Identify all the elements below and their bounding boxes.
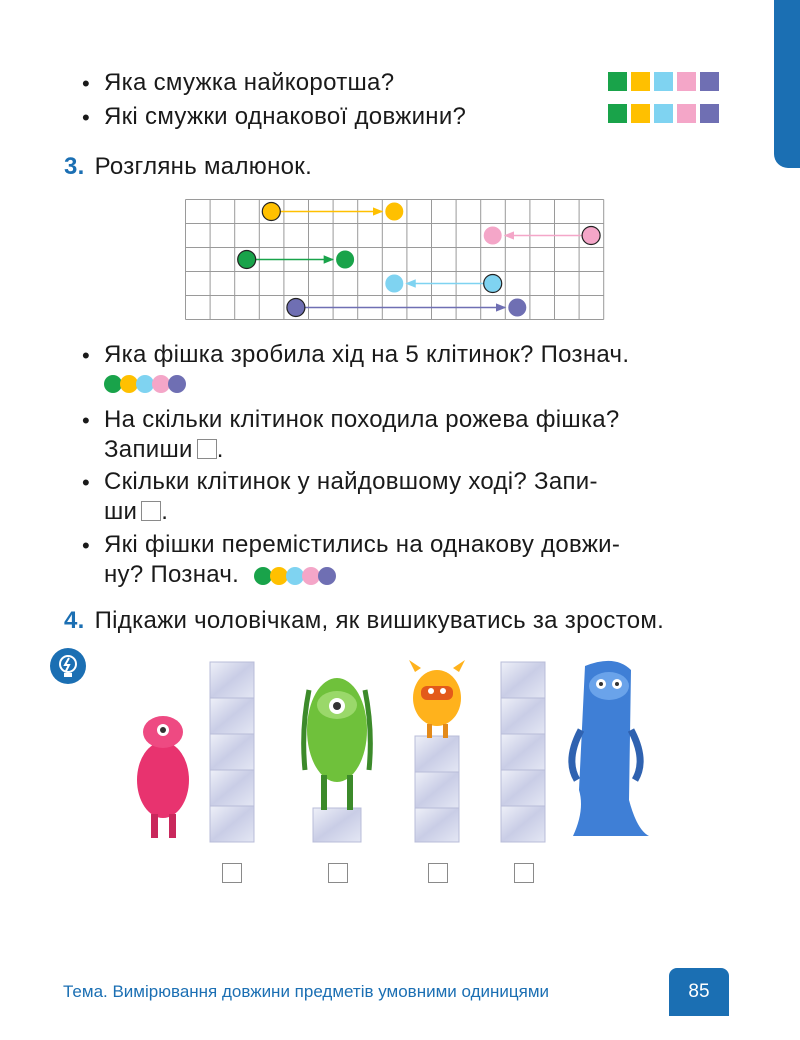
- blue-monster: [572, 661, 649, 836]
- chip-end: [508, 299, 526, 317]
- order-answer-box-3[interactable]: [428, 863, 448, 883]
- strip-square-violet: [700, 104, 719, 123]
- question-longest-move: Скільки клітинок у найдовшому ході? Запи-: [104, 468, 598, 495]
- question-five-cells: Яка фішка зробила хід на 5 клітинок? Познач.: [104, 341, 630, 368]
- question-equal-mark: [104, 560, 336, 590]
- task-number: 4.: [64, 607, 85, 634]
- bullet: •: [82, 105, 90, 130]
- bullet: •: [82, 71, 90, 96]
- strip-square-green: [608, 72, 627, 91]
- chip-end: [385, 275, 403, 293]
- bullet: •: [82, 533, 90, 558]
- color-strip-1[interactable]: [608, 72, 719, 91]
- strip-square-green: [608, 104, 627, 123]
- write-label: Запиши: [104, 436, 193, 463]
- strip-square-pink: [677, 72, 696, 91]
- task-title: Розглянь малюнок.: [94, 153, 313, 180]
- pink-monster: [137, 716, 189, 838]
- block-stack-1: [313, 808, 361, 842]
- chip-end: [336, 251, 354, 269]
- side-tab: [774, 0, 800, 168]
- question-shortest-strip: Яка смужка найкоротша?: [104, 69, 395, 96]
- answer-box[interactable]: [197, 439, 217, 459]
- chip-start: [262, 203, 280, 221]
- bullet: •: [82, 470, 90, 495]
- task-number: 3.: [64, 153, 85, 180]
- bullet: •: [82, 343, 90, 368]
- task-title: Підкажи чоловічкам, як вишикуватись за зростом.: [94, 607, 665, 634]
- chip-start: [484, 275, 502, 293]
- chip-choice-1[interactable]: [104, 375, 186, 393]
- question-longest-write: ши .: [104, 498, 169, 525]
- strip-square-pink: [677, 104, 696, 123]
- move-grid: [185, 199, 611, 323]
- task3-heading: [64, 152, 312, 182]
- strip-square-yellow: [631, 104, 650, 123]
- chip-start: [287, 299, 305, 317]
- order-answer-box-4[interactable]: [514, 863, 534, 883]
- write-label: ши: [104, 498, 138, 525]
- chip-start: [582, 227, 600, 245]
- strip-square-blue: [654, 72, 673, 91]
- chip-choice-2[interactable]: [254, 567, 336, 585]
- lightbulb-icon: [50, 648, 86, 684]
- strip-square-yellow: [631, 72, 650, 91]
- strip-square-violet: [700, 72, 719, 91]
- footer-topic: Тема. Вимірювання довжини предметів умовними одиницями: [63, 982, 550, 1001]
- block-stack-5b: [501, 662, 545, 842]
- question-equal-strips: Які смужки однакової довжини?: [104, 103, 467, 130]
- task4-heading: [64, 606, 664, 636]
- block-stack-5: [210, 662, 254, 842]
- chip-violet: [318, 567, 336, 585]
- answer-box[interactable]: [141, 501, 161, 521]
- bullet: •: [82, 408, 90, 433]
- chip-violet: [168, 375, 186, 393]
- chip-end: [385, 203, 403, 221]
- chip-start: [238, 251, 256, 269]
- orange-monster: [409, 660, 465, 738]
- page-number: 85: [669, 968, 729, 1016]
- block-stack-3: [415, 736, 459, 842]
- mark-label: ну? Познач.: [104, 561, 240, 588]
- chip-end: [484, 227, 502, 245]
- question-pink-write: Запиши .: [104, 436, 224, 463]
- question-equal-moves: Які фішки перемістились на однакову довжи-: [104, 531, 621, 558]
- order-answer-box-2[interactable]: [328, 863, 348, 883]
- green-monster: [304, 678, 371, 810]
- question-pink-cells: На скільки клітинок походила рожева фішка?: [104, 406, 620, 433]
- color-strip-2[interactable]: [608, 104, 719, 123]
- monster-illustration: [125, 650, 685, 850]
- order-answer-box-1[interactable]: [222, 863, 242, 883]
- strip-square-blue: [654, 104, 673, 123]
